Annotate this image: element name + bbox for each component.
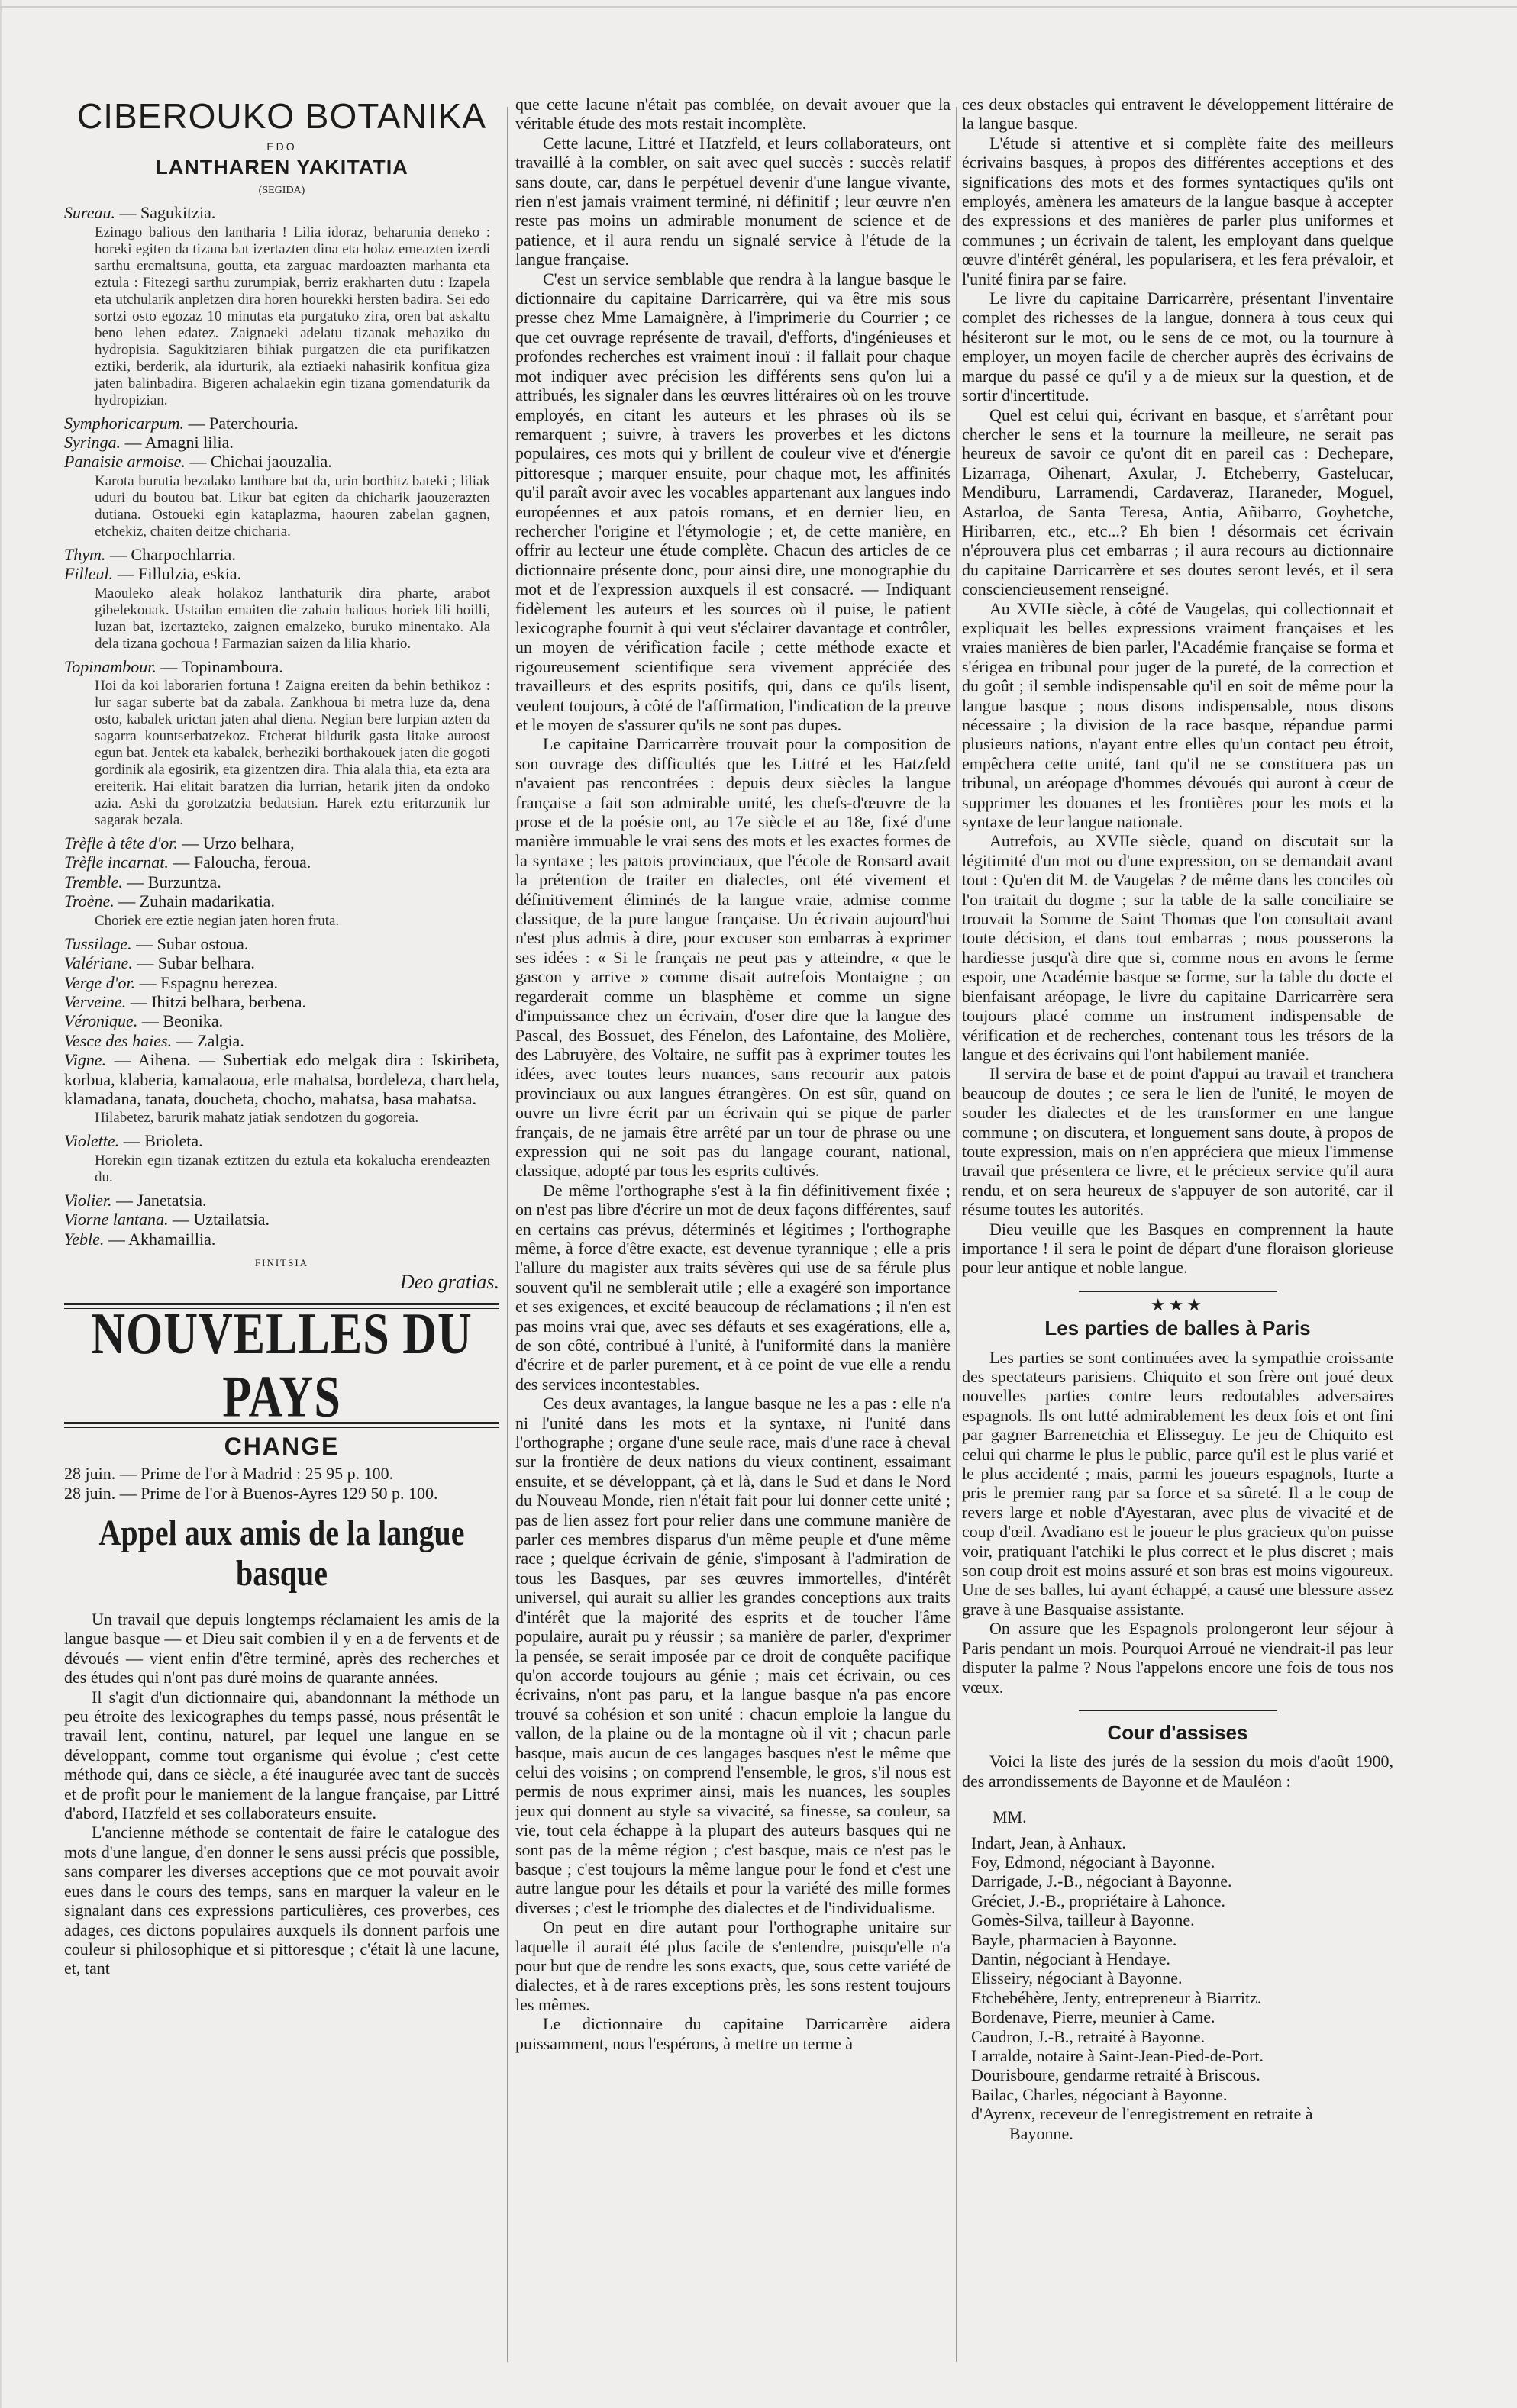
species-name: Sureau. — [64, 203, 116, 223]
juror-item: d'Ayrenx, receveur de l'enregistrement en retraite à — [971, 2104, 1313, 2124]
species-name: Verveine. — [64, 991, 127, 1011]
entry-note: Maouleko aleak holakoz lanthaturik dira pharte, arabot gibelekouak. Ustailan emaiten die zahain halious horiek lili hoilli, luzan bat, izertazteko, zaignen emalzeko, buruko minentako. Ala dela tizana gochoua ! Farmazian saizen da lilia khario. — [95, 585, 490, 652]
juror-item: Bordenave, Pierre, meunier à Came. — [971, 2007, 1215, 2027]
basque-name: — Paterchouria. — [188, 413, 299, 433]
species-name: Verge d'or. — [64, 972, 136, 992]
article-paragraph: De même l'orthographe s'est à la fin définitivement fixée ; on n'est pas libre d'écrire un mot de deux façons différentes, sauf en certains cas prévus, déterminés et légitimes ; l'orthographe même, à force d'être exacte, est devenue tyrannique ; elle a pris l'allure du magister aux traits sévères qui use de sa férule plus souvent qu'il ne semblerait utile ; elle a exagéré son importance et ses exigences, et excité beaucoup de réclamations ; il n'en est pas moins vrai que, avec ses défauts et ses exagérations, elle a, de son côté, contribué à l'unité, à l'uniformité dans la manière d'écrire et de parler purement, et à ce point de vue elle a rendu des services incontestables. — [515, 1180, 951, 1394]
basque-name: — Akhamaillia. — [108, 1229, 216, 1249]
article-paragraph: Le capitaine Darricarrère trouvait pour la composition de son ouvrage des difficultés que les Littré et les Hatzfeld n'avaient pas rencontrées : depuis deux siècles la langue française a fait son admirable unité, les chefs-d'œuvre de la prose et de la poésie ont, au 17e siècle et au 18e, fixé d'une manière immuable le vrai sens des mots et les exactes formes de la syntaxe ; les patois provinciaux, que l'école de Ronsard avait la prétention de traiter en dialectes, ont été vivement et définitivement éliminés de la langue vraie, admise comme classique, de la pure langue française. Un écrivain aujourd'hui n'est plus admis à dire, pour excuser son embarras à exprimer ses idées : « Si le français ne peut pas y atteindre, « que le gascon y arrive » comme disait autrefois Montaigne ; on regarderait comme un blasphème et comme un signe d'impuissance chez un écrivain, d'oser dire que la langue des Pascal, des Bossuet, des Fénelon, des Lafontaine, des Molière, des Labruyère, des Voltaire, ne suffit pas à exprimer toutes les idées, avec toutes leurs nuances, sans recourir aux patois provinciaux ou aux langues étrangères. On est sûr, quand on ouvre un livre écrit par un écrivain qui se pique de parler français, de ne jamais être arrêté par un tour de phrase ou une expression qui ne soit pas du langage courant, national, classique, adopté par tous les esprits cultivés. — [515, 734, 951, 1181]
botanika-subtitle: LANTHAREN YAKITATIA — [155, 156, 408, 179]
species-name: Panaisie armoise. — [64, 452, 186, 472]
exchange-rate: 28 juin. — Prime de l'or à Madrid : 25 95 p. 100. — [64, 1464, 394, 1484]
species-name: Trèfle incarnat. — [64, 853, 169, 872]
botanical-entry — [64, 953, 499, 972]
botanika-entries — [64, 203, 499, 1249]
species-name: Syringa. — [64, 433, 121, 453]
species-name: Violier. — [64, 1190, 112, 1210]
entry-note: Hilabetez, barurik mahatz jatiak sendotzen du gogoreia. — [95, 1110, 419, 1127]
basque-name: — Topinamboura. — [160, 656, 283, 676]
species-name: Viorne lantana. — [64, 1210, 169, 1230]
species-name: Troène. — [64, 891, 115, 911]
juror-item: Dantin, négociant à Hendaye. — [971, 1949, 1170, 1968]
botanical-entry — [64, 853, 499, 872]
basque-name: — Falouchа, feroua. — [173, 853, 311, 872]
botanical-entry — [64, 934, 499, 953]
botanical-entry — [64, 1050, 499, 1108]
article-paragraph: On peut en dire autant pour l'orthographe unitaire sur laquelle il aurait été plus facile de s'entendre, puisqu'elle n'a pour but que de rendre les sons exacts, que, sous cette variété de dialectes, et à de rares exceptions près, les sons restent toujours les mêmes. — [515, 1917, 951, 2014]
botanical-entry — [64, 1191, 499, 1210]
column-middle — [515, 95, 951, 2377]
article-paragraph: Cette lacune, Littré et Hatzfeld, et leurs collaborateurs, ont travaillé à la combler, on sait avec quel succès : succès relatif sans doute, car, dans le perpétuel devenir d'une langue vivante, rien n'est jamais vraiment terminé, ni définitif ; leur œuvre n'en reste pas moins un admirable monument de science et de patience, et il aura rendu un signalé service à l'étude de la langue française. — [515, 133, 951, 269]
species-name: Vesce des haies. — [64, 1030, 173, 1050]
juror-item: Bailac, Charles, négociant à Bayonne. — [971, 2084, 1228, 2104]
botanical-entry — [64, 833, 499, 853]
botanical-entry — [64, 992, 499, 1011]
botanical-entry — [64, 872, 499, 891]
basque-name: — Urzo belhara, — [182, 833, 295, 853]
nouvelles-masthead: NOUVELLES DU PAYS — [91, 1301, 473, 1430]
species-name: Véronique. — [64, 1011, 138, 1031]
juror-item: Gomès-Silva, tailleur à Bayonne. — [971, 1910, 1195, 1930]
basque-name: — Amagni lilia. — [124, 433, 234, 453]
assises-title: Cour d'assises — [1107, 1720, 1248, 1744]
botanical-entry — [64, 564, 499, 583]
basque-name: — Janetatsia. — [116, 1190, 207, 1210]
mm-label: MM. — [993, 1807, 1027, 1827]
basque-name: — Brioleta. — [123, 1131, 203, 1151]
article-paragraph: L'étude si attentive et si complète faite des meilleurs écrivains basques, à propos des différentes acceptions et des significations des mots et des formes syntactiques qu'ils ont employés, amènera les amateurs de la langue basque à accepter des expressions et des manières de parler plus uniformes et communes ; un écrivain de talent, les employant dans quelque œuvre d'intérêt général, les popularisera, et les fera prévaloir, et l'unité finira par se faire. — [962, 133, 1393, 289]
species-name: Tremble. — [64, 872, 123, 891]
assises-intro: Voici la liste des jurés de la session du mois d'août 1900, des arrondissements de Bayonne et de Mauléon : — [962, 1752, 1393, 1791]
article-paragraph: Un travail que depuis longtemps réclamaient les amis de la langue basque — et Dieu sait combien il y en a de fervents et de dévoués — vient enfin d'être terminé, après des recherches et des études qui n'ont pas duré moins de quarante années. — [64, 1610, 499, 1688]
basque-name: — Chichai jaouzalia. — [189, 452, 332, 472]
juror-item: Indart, Jean, à Anhaux. — [971, 1833, 1126, 1852]
botanical-entry — [64, 1011, 499, 1030]
basque-name: — Charpochlarria. — [109, 544, 236, 564]
basque-name: — Subar belhara. — [137, 953, 255, 973]
juror-item: Bayonne. — [1009, 2123, 1073, 2143]
botanika-edo: EDO — [266, 140, 297, 153]
juror-item: Bayle, pharmacien à Bayonne. — [971, 1929, 1177, 1949]
article-paragraph: L'ancienne méthode se contentait de faire le catalogue des mots d'une langue, d'en donner le sens aussi précis que possible, sans comparer les diverses acceptions que ce mot pouvait avoir eues dans le cours des temps, sans en marquer la valeur en le signalant dans ces expressions particulières, ces proverbes, ces adages, ces dictons populaires auxquels ils donnent parfois une couleur si philosophique et si pittoresque ; c'était là une lacune, et, tant — [64, 1823, 499, 1978]
species-name: Tussilage. — [64, 933, 132, 953]
entry-note: Ezinago balious den lantharia ! Lilia idoraz, beharunia deneko : horeki egiten da tizana bat izertazten dina eta holaz emeazten izerdi sarthu eremaltsuna, goutta, eta zarguac mardoazten marhanta eta eztula : Fitezegi sarthu zurumpiak, berriz erakharten dutu : Izapela eta utchularik anpletzen dira horen hourekki hersten badira. Sei edo sortzi osto egozaz 10 minutas eta purgatuko zira, oren bat askaltu beno lehen edatez. Zaignaeki adelatu tizanak mehaziko du hydropisia. Sagukitziaren bihiak purgatzen die eta purifikatzen eztiki, berderik, ala idurturik, ala eztiaeki nahasirik konfitua giza jaten balinbadira. Bigeren achalaekin egin tizana gomendaturik da hydropizian. — [95, 224, 490, 408]
juror-list — [962, 1833, 1393, 2144]
juror-item: Caudron, J.-B., retraité à Bayonne. — [971, 2026, 1206, 2046]
basque-name: — Zuhain madarikatia. — [118, 891, 275, 911]
basque-name: — Zalgia. — [176, 1030, 244, 1050]
botanical-entry — [64, 1230, 499, 1249]
basque-name: — Beonika. — [141, 1011, 224, 1031]
article-paragraph: Le livre du capitaine Darricarrère, présentant l'inventaire complet des richesses de la langue, donnera à tous ceux qui hésiteront sur le mot, ou le sens de ce mot, ou la tournure à employer, un moyen facile de chercher auprès des écrivains de marque du passé ce qu'il y a de mieux sur la question, et de sortir d'incertitude. — [962, 289, 1393, 405]
article-paragraph: Il servira de base et de point d'appui au travail et tranchera beaucoup de doutes ; ce sera le lien de l'unité, le moyen de souder les dialectes et de les transformer en une langue commune ; on discutera, et longuement sans doute, à propos de toute expression, mais on n'en appréciera que mieux l'immense travail que présentera ce livre, et le précieux service qu'il aura rendu, et on sera heureux de s'appuyer de son autorité, car il résume toutes les autorités. — [962, 1064, 1393, 1220]
juror-item: Gréciet, J.-B., propriétaire à Lahonce. — [971, 1891, 1225, 1910]
entry-note: Hoi da koi laborarien fortuna ! Zaigna ereiten da behin bethikoz : lur sagar suberte bat da zabala. Zankhoua bi metra luze da, dena osto, kabalek urictan jaten ahal diena. Negian bere lurpian azten da sagarra kountserbatzekoz. Etcherat bildurik gasta litake auroost egun bat. Jentek eta kabalek, berheziki borthakouek jaten die gogoti gordinik ala egosirik, eta gizentzen dira. Thia alala thia, eta ezta ara ereiterik. Hai elitait baratzen dia lurrian, hetarik jiten da ondoko azia. Aski da gorotzatzia bedatsian. Harek eztu eritarzunik lur sagarak bezala. — [95, 678, 490, 829]
botanical-entry — [64, 657, 499, 676]
entry-note: Choriek ere eztie negian jaten horen fruta. — [95, 912, 340, 929]
article-paragraph: C'est un service semblable que rendra à la langue basque le dictionnaire du capitaine Darricarrère, qui va être mis sous presse chez Mme Lamaignère, à l'imprimerie du Courrier ; ce que cet ouvrage représente de travail, d'efforts, d'ingénieuses et profondes recherches est vraiment inouï : il fallait pour chaque mot indiquer avec précision les différents sens qu'on lui a attribués, les signaler dans les œuvres littéraires où on les trouve employés, en citant les auteurs et les phrases où ils se remarquent ; suivre, à travers les proverbes et les dictons populaires, ces mots qui y brillent de couleur vive et d'énergie pittoresque ; marquer ensuite, pour chaque mot, les affinités qu'il paraît avoir avec les vocables appartenant aux langues indo européennes et aux patois romans, et en dernier lieu, en rechercher l'origine et l'étymologie ; et, de cette manière, en offrir au lecteur une étude complète. Chacun des articles de ce dictionnaire présente donc, pour ainsi dire, une monographie du mot et de l'expression auxquels il est consacré. — Indiquant fidèlement les auteurs et les sources où il puise, le patient lexicographe fournit à qui veut s'éclairer davantage et contrôler, un moyen de vérification facile ; cette méthode exacte et rigoureusement scientifique sera vivement appréciée des travailleurs et des esprits positifs, qui, dans ce qu'ils lisent, veulent toujours, à côté de l'affirmation, l'indication de la preuve et le moyen de s'assurer qu'ils ne sont pas dupes. — [515, 269, 951, 734]
botanical-entry — [64, 973, 499, 992]
species-name: Valériane. — [64, 953, 133, 973]
species-name: Thym. — [64, 544, 106, 564]
signature: Deo gratias. — [400, 1271, 499, 1294]
basque-name: — Aihena. — Subertiak edo melgak dira : Iskiribeta, korbua, klaberia, kamalaoua, erle mahatsa, bordeleza, charchela, klamadana, tanata, doucheta, chocho, mahatsa, basa mahatsa. — [64, 1050, 499, 1108]
column-divider — [507, 107, 508, 2362]
juror-item: Elisseiry, négociant à Bayonne. — [971, 1968, 1183, 1988]
botanical-entry — [64, 1031, 499, 1050]
botanical-entry — [64, 414, 499, 433]
article-paragraph: Dieu veuille que les Basques en comprennent la haute importance ! il sera le point de départ d'une floraison glorieuse pour leur antique et noble langue. — [962, 1219, 1393, 1278]
article-paragraph: Ces deux avantages, la langue basque ne les a pas : elle n'a ni l'unité dans les mots et la syntaxe, ni l'unité dans l'orthographe ; organe d'une seule race, mais d'une race à cheval sur la frontière de deux nations du vieux continent, essaimant ensuite, et se développant, çà et là, dans le Sud et dans le Nord du Nouveau Monde, rien n'était fait pour lui donner cette unité ; pas de lien assez fort pour relier dans une commune manière de parler ces membres disparus d'un même peuple et d'une même race ; quelque écrivain de génie, s'imposant à l'admiration de tous les Basques, par ses œuvres immortelles, d'intérêt universel, qui aurait su allier les grandes conceptions aux traits d'intérêt que la majorité des esprits et de toucher l'âme populaire, aurait pu y réussir ; sa manière de parler, d'exprimer la pensée, se serait imposée par ce droit de conquête pacifique qu'on accorde toujours au génie ; mais cet écrivain, ou ces écrivains, n'ont pas paru, et la langue basque n'a pas encore trouvé sa cohésion et son unité : chacun emploie la langue du vallon, de la plaine ou de la montagne où il vit ; chacun parle basque, mais aucun de ces langages basques n'est le même que celui des voisins ; on comprend l'ensemble, le gros, s'il nous est permis de nous exprimer ainsi, mais les nuances, les souples jeux qui donnent au style sa vivacité, sa finesse, sa couleur, sa vie, tout cela échappe à la plupart des auteurs basques qui ne sont pas de la même région ; c'est basque, mais ce n'est pas le basque ; c'est toujours la même langue pour le fond et c'est une autre langue pour les détails et pour la variété des mille formes diverses ; c'est le triomphe des dialectes et de l'individualisme. — [515, 1394, 951, 1917]
botanical-entry — [64, 203, 499, 222]
appel-title: Appel aux amis de la langue basque — [98, 1512, 465, 1594]
botanical-entry — [64, 452, 499, 471]
species-name: Trèfle à tête d'or. — [64, 833, 178, 853]
species-name: Topinambour. — [64, 656, 157, 676]
article-paragraph: Le dictionnaire du capitaine Darricarrère aidera puissamment, nous l'espérons, à mettre un terme à — [515, 2014, 951, 2053]
entry-note: Horekin egin tizanak eztitzen du eztula eta kokalucha erendeazten du. — [95, 1152, 490, 1185]
article-paragraph: On assure que les Espagnols prolongeront leur séjour à Paris pendant un mois. Pourquoi Arroué ne viendrait-il pas leur disputer la palme ? Nous l'appelons encore une fois de tous nos vœux. — [962, 1619, 1393, 1697]
basque-name: — Uztailatsia. — [172, 1210, 270, 1230]
basque-name: — Subar ostoua. — [136, 933, 249, 953]
section-stars: ★★★ — [1150, 1294, 1206, 1314]
entry-note: Karota burutia bezalako lanthare bat da, urin borthitz bateki ; liliak uduri du boutou bat. Likur bat egiten da chicharik jaouzerazten dutiana. Ostoueki egin kataplazma, haouren zabelan gagnen, etchekiz, chaiten deitze chicharia. — [95, 472, 490, 540]
article-paragraph: Autrefois, au XVIIe siècle, quand on discutait sur la légitimité d'un mot ou d'une expression, on se demandait avant tout : Qu'en dit M. de Vaugelas ? de même dans les conciles où l'on traitait du dogme ; sur la table de la salle conciliaire se trouvait la Somme de Saint Thomas que l'on consultait avant toute décision, et dans tout embarras ; nous pousserons la hardiesse jusqu'à dire que si, comme nous en avons le ferme espoir, une Académie basque se forme, sur la table du docte et bienfaisant aréopage, le livre du capitaine Darricarrère sera toujours placé comme un instrument indispensable de vérification et de recherches, contenant tous les trésors de la langue et des écrivains qui l'ont habilement maniée. — [962, 831, 1393, 1064]
species-name: Yeble. — [64, 1229, 105, 1249]
botanical-entry — [64, 891, 499, 911]
juror-item: Darrigade, J.-B., négociant à Bayonne. — [971, 1871, 1232, 1891]
botanical-entry — [64, 1210, 499, 1229]
basque-name: — Espagnu herezea. — [139, 972, 279, 992]
exchange-rate: 28 juin. — Prime de l'or à Buenos-Ayres 129 50 p. 100. — [64, 1483, 438, 1503]
juror-item: Dourisboure, gendarme retraité à Briscous. — [971, 2065, 1260, 2085]
article-paragraph: Au XVIIe siècle, à côté de Vaugelas, qui collectionnait et expliquait les belles expressions vraiment françaises et les vraies manières de bien parler, l'Académie française se forma et s'érigea en tribunal pour juger de la pureté, de la correction et du goût ; il semble indispensable qu'il en soit de même pour la langue basque ; nous disons indispensable, nous disons nécessaire ; la division de la race basque, répandue parmi plusieurs nations, n'ayant entre elles qu'un contact peu étroit, empêchera cette unité, tant qu'il ne se constituera pas un tribunal, un aréopage d'hommes dévoués qui auront à cœur de supprimer les douanes et les frontières pour les mots et la syntaxe de leur langue nationale. — [962, 598, 1393, 832]
finitsia-label: FINITSIA — [254, 1256, 309, 1268]
top-rule — [0, 6, 1517, 8]
article-paragraph: Quel est celui qui, écrivant en basque, et s'arrêtant pour chercher le sens et la tournure la meilleure, ne serait pas heureux de savoir ce qu'ont dit en pareil cas : Dechepare, Lizarraga, Oihenart, Axular, J. Etcheberry, Gastelucar, Mendiburu, Larramendi, Cardaveraz, Haraneder, Moguel, Astarloa, de Santa Teresa, Antia, Añibarro, Goyhetche, Hiribarren, etc., etc...? Eh bien ! désormais cet écrivain n'éprouvera plus cet embarras ; il aura recours au dictionnaire du capitaine Darricarrère et ses doutes seront levés, et il sera consciencieusement renseigné. — [962, 405, 1393, 599]
article-paragraph: ces deux obstacles qui entravent le développement littéraire de la langue basque. — [962, 95, 1393, 134]
segida-label: (SEGIDA) — [258, 184, 305, 196]
botanical-entry — [64, 433, 499, 452]
basque-name: — Burzuntza. — [127, 872, 221, 891]
article-paragraph: Il s'agit d'un dictionnaire qui, abandonnant la méthode un peu étroite des lexicographes du temps passé, nous présentât le travail lent, continu, naturel, par lequel une langue en se développant, comme tout organisme qui évolue ; c'est cette méthode qui, dans ce siècle, a été inaugurée avec tant de succès et de profit pour le maniement de la langue française, par Littré d'abord, Hatzfeld et ses collaborateurs ensuite. — [64, 1687, 499, 1823]
juror-item: Etchebéhère, Jenty, entrepreneur à Biarritz. — [971, 1987, 1262, 2007]
species-name: Violette. — [64, 1131, 120, 1151]
article-paragraph: que cette lacune n'était pas comblée, on devait avouer que la véritable étude des mots restait incomplète. — [515, 95, 951, 134]
change-heading: CHANGE — [224, 1432, 340, 1460]
balles-title: Les parties de balles à Paris — [1044, 1317, 1311, 1340]
column-right — [962, 95, 1393, 2377]
section-rule — [1079, 1291, 1277, 1292]
basque-name: — Ihitzi belhara, berbena. — [130, 991, 307, 1011]
botanical-entry — [64, 545, 499, 564]
species-name: Filleul. — [64, 564, 114, 584]
juror-item: Larralde, notaire à Saint-Jean-Pied-de-Port. — [971, 2046, 1264, 2065]
column-left — [64, 95, 499, 2377]
botanika-title: CIBEROUKO BOTANIKA — [76, 96, 487, 136]
species-name: Vigne. — [64, 1050, 107, 1070]
article-paragraph: Les parties se sont continuées avec la sympathie croissante des spectateurs parisiens. Chiquito et son frère ont joué deux nouvelles parties contre leurs redoutables adversaires espagnols. Ils ont lutté admirablement les deux fois et ont fini par gagner Barrenetchia et Elisseguy. Le jeu de Chiquito est celui qui charme le plus le public, parce qu'il est le plus varié et le plus accidenté ; mais, parmi les joueurs espagnols, Iturte a pris le premier rang par sa force et sa sûreté. Il a le coup de revers large et noble d'Ayestaran, avec plus de vivacité et de coup d'œil. Avadiano est le joueur le plus gracieux qu'on puisse voir, pratiquant l'atchiki le plus correct et le plus discret ; mais son coup droit est moins assuré et son bras est moins vigoureux. Une de ses balles, lui ayant échappé, a causé une blessure assez grave à une Basquaise assistante. — [962, 1347, 1393, 1619]
juror-item: Foy, Edmond, négociant à Bayonne. — [971, 1852, 1215, 1871]
basque-name: — Fillulzia, eskia. — [117, 564, 242, 584]
species-name: Symphoricarpum. — [64, 413, 185, 433]
basque-name: — Sagukitzia. — [119, 203, 216, 223]
botanical-entry — [64, 1131, 499, 1150]
column-divider — [956, 107, 957, 2362]
section-rule — [1079, 1710, 1277, 1711]
